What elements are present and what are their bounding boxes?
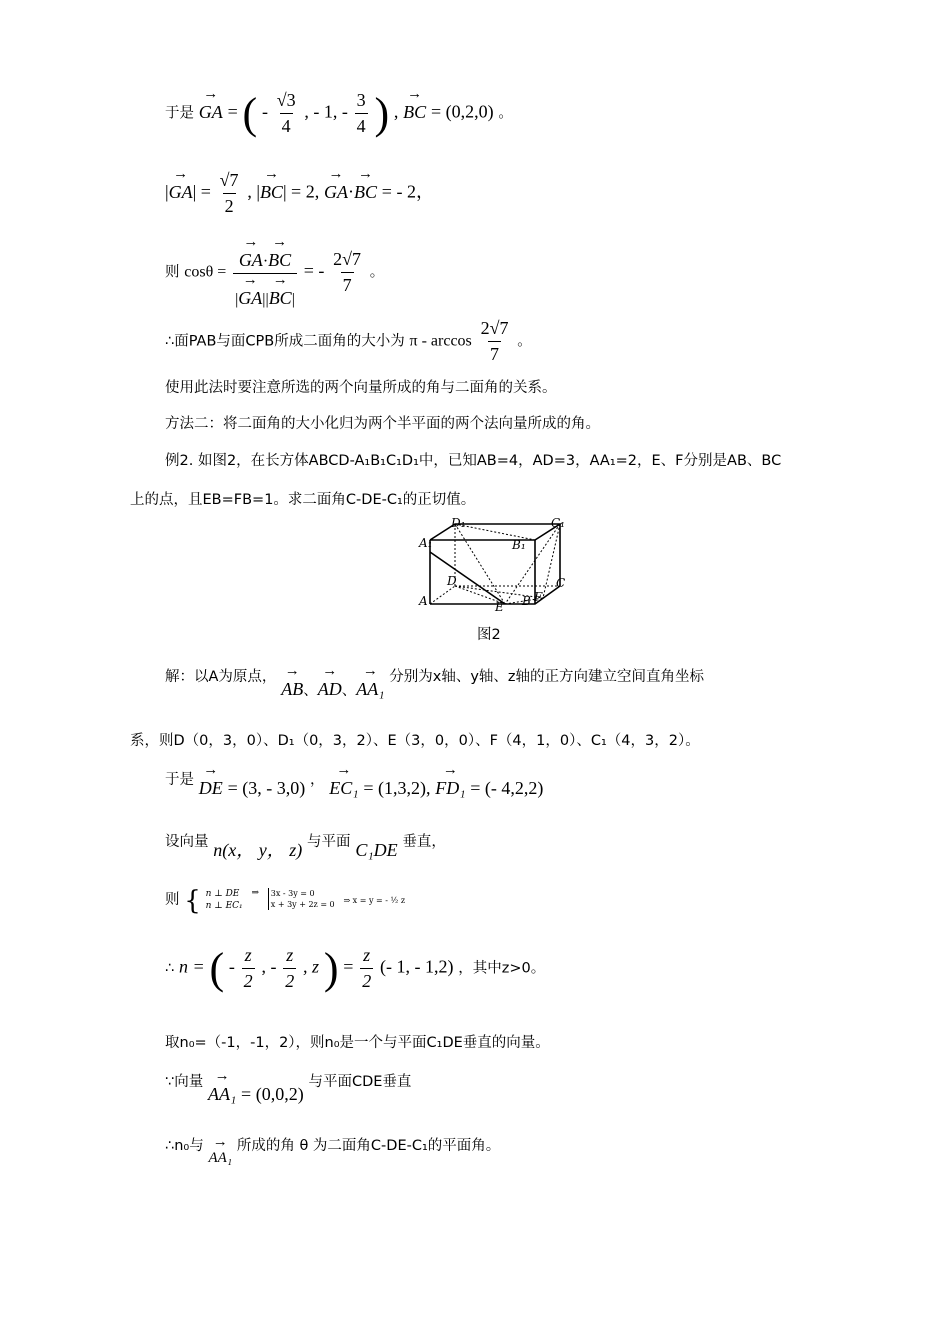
line-vectors-de-ec-fd: 于是 → DE = (3, - 3,0) ， → EC₁ = (1,3,2), → FD₁ = (- 4,2,2) (165, 768, 543, 789)
figure-2 (415, 516, 575, 617)
label-A: A (419, 594, 428, 608)
line-plane-angle: ∴n₀与 → AA₁ 所成的角 θ 为二面角C-DE-C₁的平面角。 (165, 1134, 500, 1155)
label-D1: D₁ (451, 516, 466, 530)
fraction-cos: → $\frac{GA\cdot\to BC}{|\to GA||\to BC|}$ (233, 236, 297, 309)
label-C: C (556, 576, 566, 590)
paragraph-note: 使用此法时要注意所选的两个向量所成的角与二面角的关系。 (165, 380, 557, 396)
paragraph-example-2-cont: 上的点，且EB=FB=1。求二面角C-DE-C₁的正切值。 (130, 492, 476, 508)
line-cos-theta: 则 cosθ = → $\frac{GA\cdot\to BC}{|\to GA||\to BC|}$ = - $\frac{2√7}{7}$ 。 (165, 236, 384, 309)
label-E: E (495, 600, 504, 614)
label-D: D (447, 574, 457, 588)
fraction: $\frac{2√7}{7}$ (480, 318, 509, 364)
fraction: $\frac{z}{2}$ (362, 945, 372, 991)
label-C1: C₁ (551, 516, 565, 530)
vector-bc: → BC (403, 102, 426, 123)
line-magnitudes: |→ GA| = $\frac{√7}{2}$ , |→ BC| = 2, → GA·→ BC = - 2， (165, 170, 434, 217)
vector-bc: → BC (260, 182, 283, 203)
line-normal-vector: 设向量 n(x， y， z) 与平面 C₁DE 垂直， (165, 834, 446, 860)
label-A1: A₁ (419, 536, 433, 550)
vector-ga: → GA (199, 102, 223, 123)
fraction: $\frac{√3}{4}$ (276, 90, 296, 136)
paragraph-method-two: 方法二：将二面角的大小化归为两个半平面的两个法向量所成的角。 (165, 416, 600, 432)
fraction: $\frac{√7}{2}$ (219, 170, 239, 216)
line-dihedral-angle: ∴面PAB与面CPB所成二面角的大小为 π - arccos $\frac{2√7}{7}$ 。 (165, 318, 532, 364)
line-system: 则 { n ⊥ DE n ⊥ EC₁ ⇒ 3x - 3y = 0 x + 3y + 2z = 0 $^{\Rightarrow x = y = - \frac{1}{2} z}$ (165, 886, 406, 916)
vector-ga: → GA (324, 182, 348, 203)
fraction: $\frac{z}{2}$ (285, 945, 295, 991)
figure-caption: 图2 (477, 627, 501, 643)
line-aa1-vector: ∵向量 → AA₁ = (0,0,2) 与平面CDE垂直 (165, 1070, 411, 1091)
fraction: $\frac{3}{4}$ (356, 90, 366, 136)
fraction: $\frac{z}{2}$ (243, 945, 253, 991)
vector-bc: → BC (354, 182, 377, 203)
paragraph-example-2: 例2. 如图2，在长方体ABCD-A₁B₁C₁D₁中，已知AB=4，AD=3，AA₁=2，E、F分别是AB、BC (165, 453, 782, 469)
line-n-solution: ∴ n = ( - $\frac{z}{2}$ , - $\frac{z}{2}$ , z ) = $\frac{z}{2}$ (- 1, - 1,2) ，其中z>0。 (165, 944, 546, 993)
label-B1: B₁ (512, 538, 526, 552)
fraction: $\frac{2√7}{7}$ (333, 249, 362, 295)
label-F: F (534, 590, 543, 604)
paragraph-n0: 取n₀=（-1，-1，2），则n₀是一个与平面C₁DE垂直的向量。 (165, 1035, 550, 1051)
vector-ga: → GA (169, 182, 193, 203)
line-ga-bc-vectors: 于是 → GA = ( - $\frac{√3}{4}$ , - 1, - $\frac{3}{4}$ ) , → BC = (0,2,0) 。 (165, 88, 513, 139)
paragraph-coordinates: 系，则D（0，3，0）、D₁（0，3，2）、E（3，0，0）、F（4，1，0）、C₁（4，3，2）。 (130, 733, 700, 749)
line-solution-axes: 解：以A为原点， → AB、→ AD、→ AA₁ 分别为x轴、y轴、z轴的正方向建立空间直角坐标 (165, 665, 704, 686)
label-B: B (522, 594, 531, 608)
